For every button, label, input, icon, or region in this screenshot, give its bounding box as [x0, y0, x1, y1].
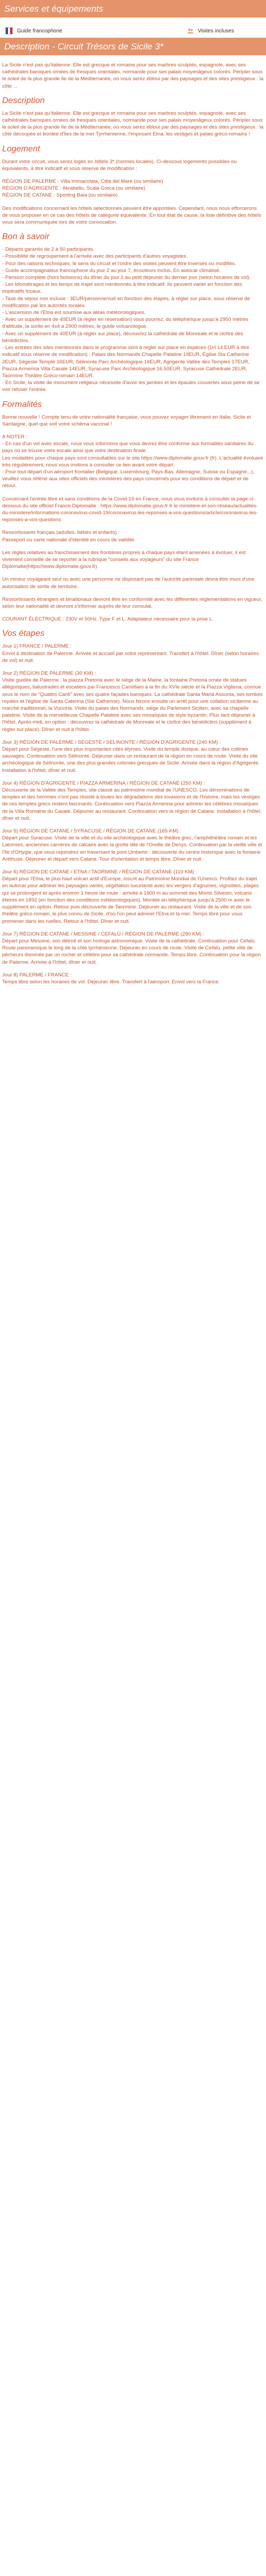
description-bar: Description - Circuit Trésors de Sicile 3*	[0, 38, 266, 55]
heading-logement: Logement	[2, 144, 40, 154]
services-list	[0, 18, 266, 38]
formalites-text-4: Ressortissants français (adultes, bébés et enfants) : Passeport ou carte nationale d'identité en cours de validité.	[2, 530, 136, 543]
service-item-guide	[5, 24, 62, 38]
heading-etapes: Vos étapes	[2, 629, 45, 639]
description-intro: La Sicile n'est pas qu'italienne. Elle est grecque et romaine pour ses marbres sculptés, espagnole, avec ses cathédrales baroques ornées de fresques orientales, normande pour ses palais moyenâgeux colorés. Péripler sous le soleil de la plus grande île de la Méditerranée, où vous serez ébloui par des paysages et des sites prestigieux : la côte ...	[2, 62, 264, 89]
bon-a-savoir-text: - Départs garantis de 2 à 50 participants. - Possibilité de regroupement à l'arrivée avec des participants d'autres voyagistes. - Pour des raisons techniques, le sens du circuit et l'ordre des visites peuvent être inversés ou modifiés. - Guide accompagnateur francophone du jour 2 au jour 7, écouteurs inclus. En autocar climatisé. - Pension complète (hors boissons) du dîner du jour 1 au petit déjeuner du dernier jour (selon horaires de vol). - Les kilométrages et les temps de trajet sont mentionnés à titre indicatif. Ils peuvent varier en fonction des impératifs locaux. - Taxe de séjour non incluse : 3EUR/personne/nuit en fonction des étapes, à régler sur place, sous réserve de modification par les autorités locales. - L'ascension de l'Etna est soumise aux aléas météorologiques. - Avec un supplément de 40EUR (à régler en réservation) vous pourrez, du téléphérique jusqu'à 2950 mètres d'altitude, la sortie en 4x4 à 2900 mètres, le guide volcanologue. - Avec un supplément de 40EUR (à régler sur place), découvrez la cathédrale de Monreale et le cloître des bénédictins. - Les entrées des sites mentionnés dans le programme sont à régler sur place en espèces (1H 14 EUR à titre indicatif sous réserve de modification) : Palais des Normands Chapelle Palatine 19EUR, Église Sta Catherine 2EUR, Ségeste Temple 16EUR, Sélinonte Parc Archéologique 16EUR, Agrigente Vallée des Temples 17EUR, Piazza Armerina Villa Casale 14EUR, Syracuse Parc Archéologique 16.50EUR, Syracuse Cathédrale 2EUR, Taormine Théâtre Gréco-romain 14EUR. - En Sicile, la visite de monument religieux nécessite d'avoir les jambes et les épaules couvertes sous peine de se voir refuser l'entrée.	[2, 246, 260, 393]
formalites-text-6: Un mineur voyageant seul ou avec une personne ne disposant pas de l'autorité parentale devra être muni d'une autorisation de sortie de territoire.	[2, 576, 255, 590]
etape-jour-1: Jour 1) FRANCE / PALERME : Envol à destination de Palerme. Arrivée et accueil par notre représentant. Transfert à l'hôtel. Dîner (selon horaires de vol) et nuit.	[2, 643, 259, 664]
heading-formalites: Formalités	[2, 399, 42, 409]
main-content	[0, 55, 266, 985]
formalites-text-2: A NOTER : - En cas d'un vol avec escale, nous vous informons que vous devrez être conforme aux formalités sanitaires du pays où se trouve votre escale ainsi que votre destination finale. Les modalités pour chaque pays sont consultables sur le site https://www.diplomatie.gouv.fr (fr). L'actualité évoluant très régulièrement, nous vous invitons à consulter ce lien avant votre départ. - Pour tout départ d'un aéroport frontalier (Belgique, Luxembourg, Pays-Bas, Allemagne, Suisse ou Espagne...), veuillez vous référer aux sites officiels des ministères des pays concernés pour les conditions de départ et de retour.	[2, 433, 263, 489]
heading-bon-a-savoir: Bon à savoir	[2, 232, 49, 242]
services-bar: Services et équipements	[0, 0, 266, 18]
description-text: La Sicile n'est pas qu'italienne. Elle est grecque et romaine pour ses marbres sculptés, espagnole, avec ses cathédrales baroques ornées de fresques orientales, normande pour ses palais moyenâgeux colorés. Péripler sous le soleil de la plus grande île de la Méditerranée, où vous serez ébloui par des paysages et des sites prestigieux : la côte découpée et bordée d'îles de la mer Tyrrhénienne, l'imposant Etna, les vestiges et palais gréco-romains !	[2, 110, 264, 138]
logement-text-2: RÉGION DE PALERME : Villa Immacolata, Città del Mare (ou similaire) RÉGION D'AGRIGENTE : Akrabello, Scala Greca (ou similaire) RÉGION DE CATANE : Sporting Baia (ou similaire)	[2, 178, 163, 199]
etape-jour-7: Jour 7) RÉGION DE CATANE / MESSINE / CEFALÙ / RÉGION DE PALERME (290 KM) : Départ pour Messine, son détroit et son horloge astronomique. Visite de la cathédrale. Continuation pour Cefalù. Route panoramique le long de la côte tyrrhénienne. Déjeuner en cours de route. Visite de Cefalù, petite ville de pêcheurs dominée par un rocher et célèbre pour sa cathédrale normande. Temps libre. Continuation pour la région de Palerme. Arrivée à l'hôtel, dîner et nuit.	[2, 931, 261, 965]
people-icon	[187, 28, 194, 34]
formalites-text-1: Bonne nouvelle ! Compte tenu de votre nationalité française, vous pouvez voyager librement en Italie, Sicile et Sardaigne, quel que soit votre schéma vaccinal !	[2, 414, 251, 427]
heading-description: Description	[2, 96, 45, 105]
flag-icon	[5, 27, 13, 35]
service-item-visites	[187, 24, 234, 38]
etape-jour-3: Jour 3) RÉGION DE PALERME / SEGESTE / SELINONTE / RÉGION D'AGRIGENTE (240 KM) : Départ pour Ségeste, l'une des plus importantes cités élymes. Visite du temple dorique, au cœur des collines sauvages. Continuation vers Sélinonte. Déjeuner dans un restaurant de la région en cours de route. Visite du site archéologique de Sélinonte, une des plus grandes colonies grecques de Sicile. Arrivée dans la région d'Agrigente. Installation à l'hôtel, dîner et nuit.	[2, 739, 260, 773]
logement-text-3: Des modifications concernant les hôtels sélectionnés peuvent être apportées. Cependant, nous nous efforcerons de vous proposer en ce cas des hôtels de catégorie équivalente. En tout état de cause, la liste définitive des hôtels vous sera communiquée lors de votre convocation.	[2, 205, 261, 226]
formalites-text-8: COURANT ÉLECTRIQUE : 230V et 50Hz. Type F et L. Adaptateur nécessaire pour la prise L.	[2, 616, 214, 623]
service-label-visites: Visites incluses	[197, 28, 234, 34]
etape-jour-6: Jour 6) RÉGION DE CATANE / ETNA / TAORMINE / RÉGION DE CATANE (110 KM) : Départ pour l'Etna, le plus haut volcan actif d'Europe, inscrit au Patrimoine Mondial de l'Unesco. Profitez du trajet en autocar pour admirer les paysages variés, végétation luxuriante avec les vergers d'agrumes, vignobles, plages qui se prolongent et après environ 1 heure de route : arrivée à 1900 m au sommet des Monts Silvestri, volcans éteints en 1892 (en fonction des conditions météorologiques). Montée en téléphérique jusqu'à 2500 m avec le supplément en option. Retour puis découverte de Taormine. Déjeuner au restaurant. Visite de la ville et de son théâtre gréco-romain, le plus connu de Sicile, d'où l'on peut admirer l'Etna et la mer. Temps libre pour vous promener dans les ruelles. Retour à l'hôtel. Dîner et nuit.	[2, 869, 259, 924]
etape-jour-5: Jour 5) RÉGION DE CATANE / SYRACUSE / RÉGION DE CATANE (165 KM) : Départ pour Syracuse. Visite de la ville et du site archéologique avec le théâtre grec, l'amphithéâtre romain et les Latomies, anciennes carrières de calcaire avec la grotte dite de l'Oreille de Denys. Continuation par la vieille ville et l'île d'Ortygie, que vous rejoindrez en traversant le pont Umberto : découverte du centre historique avec la fontaine Aréthuse. Déjeuner et départ vers Catane. Tour d'orientation et temps libre. Dîner et nuit.	[2, 828, 262, 862]
etape-jour-8: Jour 8) PALERME / FRANCE : Temps libre selon les horaires de vol. Déjeuner libre. Transfert à l'aéroport. Envol vers la France.	[2, 972, 220, 985]
logement-text-1: Durant votre circuit, vous serez logés en hôtels 3* (normes locales). Ci-dessous logements possibles ou équivalents, à titre indicatif et sous réserve de modification :	[2, 158, 237, 172]
formalites-text-7: Ressortissants étrangers et binationaux devront être en conformité avec les différentes réglementations en vigueur, selon leur nationalité et devront s'informer auprès de leur consulat.	[2, 596, 262, 609]
service-label-guide: Guide francophone	[17, 28, 63, 34]
formalites-text-5: Les règles relatives au franchissement des frontières propres à chaque pays étant amenées à évoluer, il est vivement conseillé de se reporter à la rubrique "conseils aux voyageurs" du site France Diplomatie(https///www.diplomatie.gouv.fr).	[2, 549, 246, 570]
formalites-text-3: Concernant l'entrée libre et sans conditions de la Covid-19 en France, nous vous invitons à consulter la page ci-dessous du site officiel France Diplomatie : https://www.diplomatie.gouv.fr fr le ministère-et-son-réseau/actualites-du-ministere/informations-coronavirus-covid-19/coronavirus-les-reponses-a-vos-questions/article/coronavirus-les-reponses-a-vos-questions	[2, 496, 258, 523]
etape-jour-2: Jour 2) RÉGION DE PALERME (30 KM) : Visite guidée de Palerme : la piazza Pretoria avec le siège de la Mairie, la fontaine Pretoria ornée de statues allégoriques, balustrades et escaliers par Francesco Camilliani à la fin du XVIe siècle et la Piazza Vigliena, connue sous le nom de "Quattro Canti" avec ses quatre façades baroques. La cathédrale Santa Maria Assunta, ses tombes royales et l'église de Santa Caterina (Ste Catherine). Nous ferons ensuite un arrêt pour une collation sicilienne au marché traditionnel, la Vucciria. Visite du palais des Normands, siège du Parlement Sicilien, avec sa chapelle palatine. Visite de la merveilleuse Chapelle Palatine avec ses mosaïques de style byzantin. Plus tard déjeuner à l'hôtel. Après-midi, en option : découvrez la cathédrale de Monreale et le cloître des bénédictins (supplément à régler sur place). Dîner et nuit à l'hôtel.	[2, 670, 263, 733]
etape-jour-4: Jour 4) RÉGION D'AGRIGENTE / PIAZZA ARMERINA / RÉGION DE CATANE (250 KM) : Découverte de la Vallée des Temples, site classé au patrimoine mondial de l'UNESCO. Les dénominations de temples et des hommes n'ont pas résisté à toutes les dégradations des invasions et de l'histoire, mais les vestiges de ces temples grecs restent fascinants. Continuation vers Piazza Armerina pour admirer les célèbres mosaïques de la Villa Romaine du Casale. Déjeuner au restaurant. Continuation vers la région de Catane. Installation à l'hôtel, dîner et nuit.	[2, 780, 262, 821]
